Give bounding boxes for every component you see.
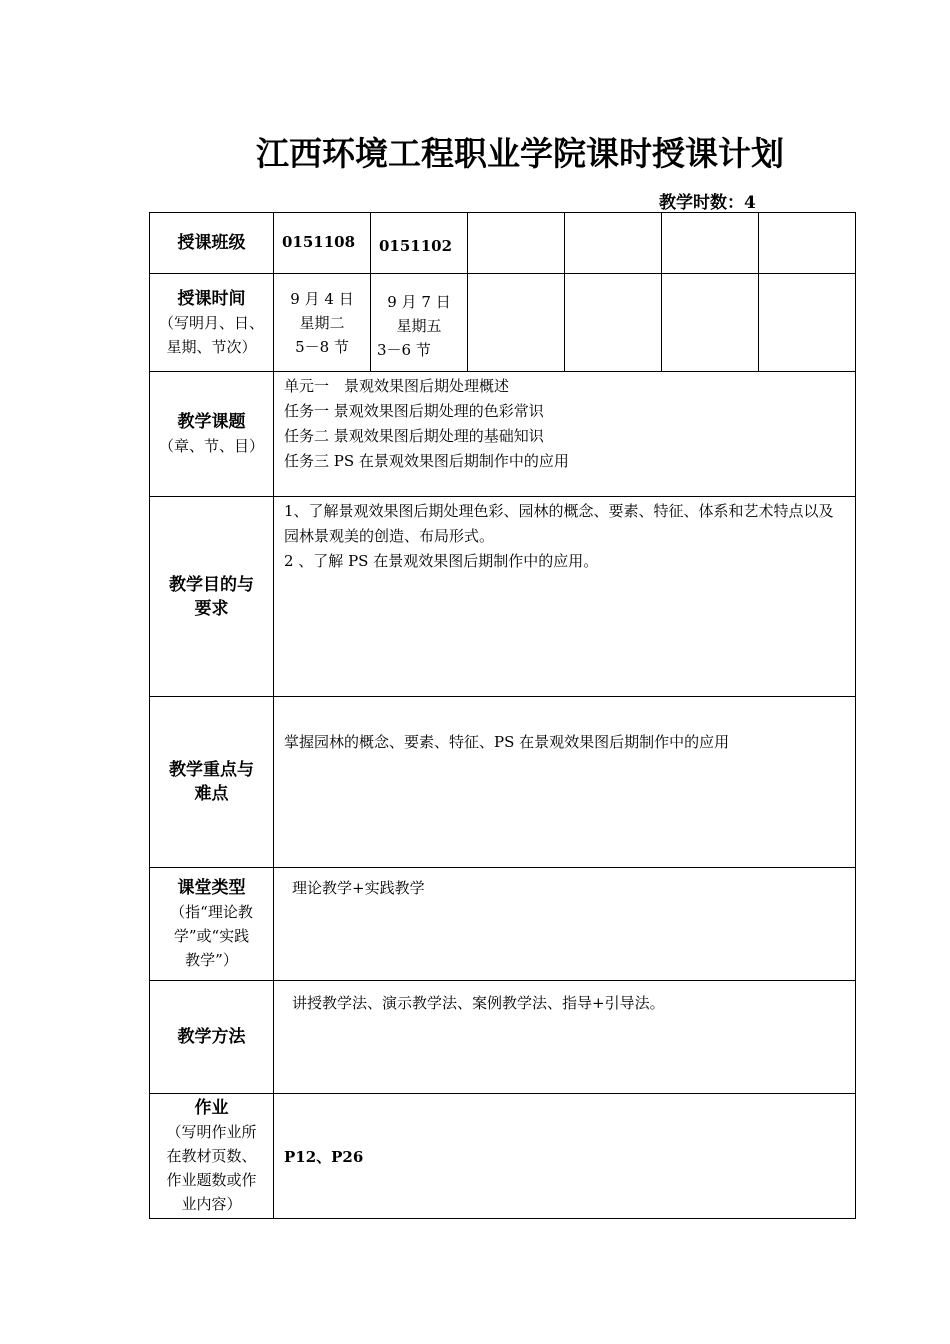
topic-line: 任务二 景观效果图后期处理的基础知识: [284, 427, 544, 445]
label-class-type: 课堂类型 （指“理论教 学”或“实践 教学”）: [150, 868, 274, 981]
class-cell: [565, 213, 662, 274]
goal-line: 2 、了解 PS 在景观效果图后期制作中的应用。: [284, 552, 599, 570]
topic-content: [274, 372, 856, 497]
class-cell: 0151102: [371, 213, 468, 274]
class-cell: [468, 213, 565, 274]
row-time: [150, 274, 856, 372]
topic-line: 单元一 景观效果图后期处理概述: [284, 377, 510, 395]
row-class-type: [150, 868, 856, 981]
label-homework: 作业 （写明作业所 在教材页数、 作业题数或作 业内容）: [150, 1094, 274, 1219]
row-goal: [150, 497, 856, 697]
label-goal: 教学目的与 要求: [150, 497, 274, 697]
session-day: 星期二: [299, 313, 345, 332]
class-cell: [662, 213, 759, 274]
row-class: [150, 213, 856, 274]
goal-line: 1、了解景观效果图后期处理色彩、园林的概念、要素、特征、体系和艺术特点以及园林景观美的创造、布局形式。: [284, 502, 834, 545]
session-date: 9 月 4 日: [290, 289, 354, 308]
row-method: [150, 981, 856, 1094]
row-key-points: [150, 697, 856, 868]
label-time: 授课时间 （写明月、日、 星期、节次）: [150, 274, 274, 372]
session-cell: [371, 274, 468, 372]
document-title: 江西环境工程职业学院课时授课计划: [256, 134, 784, 173]
topic-line: 任务一 景观效果图后期处理的色彩常识: [284, 402, 544, 420]
lesson-plan-table: [149, 212, 856, 1219]
method-content: 讲授教学法、演示教学法、案例教学法、指导+引导法。: [274, 981, 856, 1094]
goal-content: [274, 497, 856, 697]
teaching-hours: 教学时数：4: [659, 193, 756, 213]
session-period: 5－8 节: [295, 337, 349, 356]
class-type-content: 理论教学+实践教学: [274, 868, 856, 981]
label-topic: 教学课题 （章、节、目）: [150, 372, 274, 497]
topic-line: 任务三 PS 在景观效果图后期制作中的应用: [284, 452, 569, 470]
row-homework: [150, 1094, 856, 1219]
session-day: 星期五: [396, 316, 442, 335]
session-period: 3－6 节: [377, 340, 431, 359]
homework-content: P12、P26: [274, 1094, 856, 1219]
key-points-content: 掌握园林的概念、要素、特征、PS 在景观效果图后期制作中的应用: [274, 697, 856, 868]
session-date: 9 月 7 日: [387, 292, 451, 311]
label-method: 教学方法: [150, 981, 274, 1094]
row-topic: [150, 372, 856, 497]
label-class: 授课班级: [150, 213, 274, 274]
label-key-points: 教学重点与 难点: [150, 697, 274, 868]
session-cell: [274, 274, 371, 372]
class-cell: 0151108: [274, 213, 371, 274]
class-cell: [759, 213, 856, 274]
